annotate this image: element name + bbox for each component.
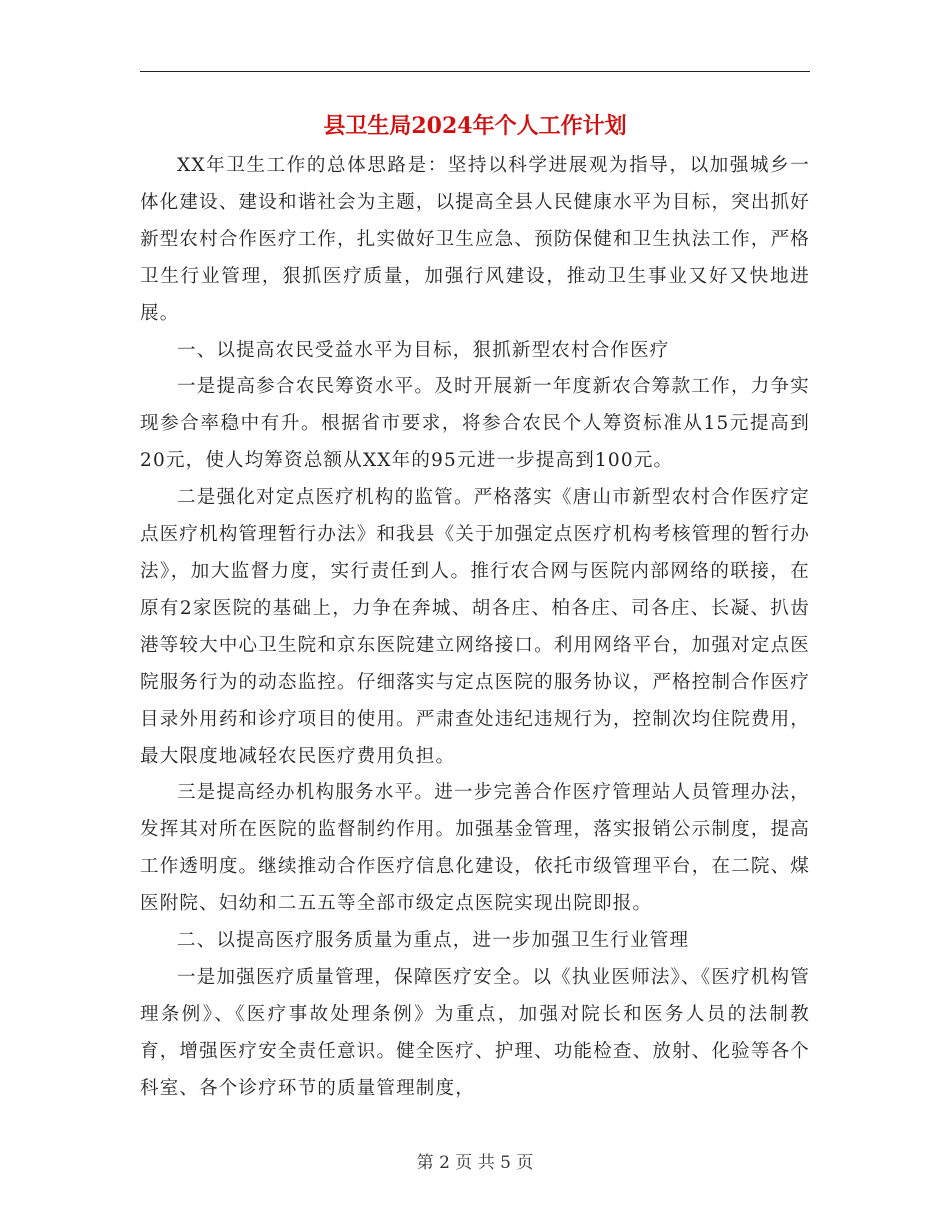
section-heading-2: 二、以提高医疗服务质量为重点，进一步加强卫生行业管理 xyxy=(177,930,690,952)
paragraph-2-1: 一是加强医疗质量管理，保障医疗安全。以《执业医师法》、《医疗机构管理条例》、《医疗事故处理条例》为重点，加强对院长和医务人员的法制教育，增强医疗安全责任意识。健全医疗、护理、功能检查、放射、化验等各个科室、各个诊疗环节的质量管理制度， xyxy=(140,966,810,1099)
paragraph-intro: XX年卫生工作的总体思路是：坚持以科学进展观为指导，以加强城乡一体化建设、建设和谐社会为主题，以提高全县人民健康水平为目标，突出抓好新型农村合作医疗工作，扎实做好卫生应急、预防保健和卫生执法工作，严格卫生行业管理，狠抓医疗质量，加强行风建设，推动卫生事业又好又快地进展。 xyxy=(140,155,810,324)
header-rule xyxy=(140,71,810,72)
document-body xyxy=(140,148,810,1108)
paragraph-1-1: 一是提高参合农民筹资水平。及时开展新一年度新农合筹款工作，力争实现参合率稳中有升。根据省市要求，将参合农民个人筹资标准从15元提高到20元，使人均筹资总额从XX年的95元进一步提高到100元。 xyxy=(140,376,810,472)
section-heading-1: 一、以提高农民受益水平为目标，狠抓新型农村合作医疗 xyxy=(177,339,670,361)
paragraph-1-2: 二是强化对定点医疗机构的监管。严格落实《唐山市新型农村合作医疗定点医疗机构管理暂行办法》和我县《关于加强定点医疗机构考核管理的暂行办法》，加大监督力度，实行责任到人。推行农合网与医院内部网络的联接，在原有2家医院的基础上，力争在奔城、胡各庄、柏各庄、司各庄、长凝、扒齿港等较大中心卫生院和京东医院建立网络接口。利用网络平台，加强对定点医院服务行为的动态监控。仔细落实与定点医院的服务协议，严格控制合作医疗目录外用药和诊疗项目的使用。严肃查处违纪违规行为，控制次均住院费用，最大限度地减轻农民医疗费用负担。 xyxy=(140,487,810,767)
document-title: 县卫生局2024年个人工作计划 xyxy=(323,113,627,139)
paragraph-1-3: 三是提高经办机构服务水平。进一步完善合作医疗管理站人员管理办法，发挥其对所在医院的监督制约作用。加强基金管理，落实报销公示制度，提高工作透明度。继续推动合作医疗信息化建设，依托市级管理平台，在二院、煤医附院、妇幼和二五五等全部市级定点医院实现出院即报。 xyxy=(140,782,810,915)
page-number-footer: 第 2 页 共 5 页 xyxy=(416,1153,534,1173)
